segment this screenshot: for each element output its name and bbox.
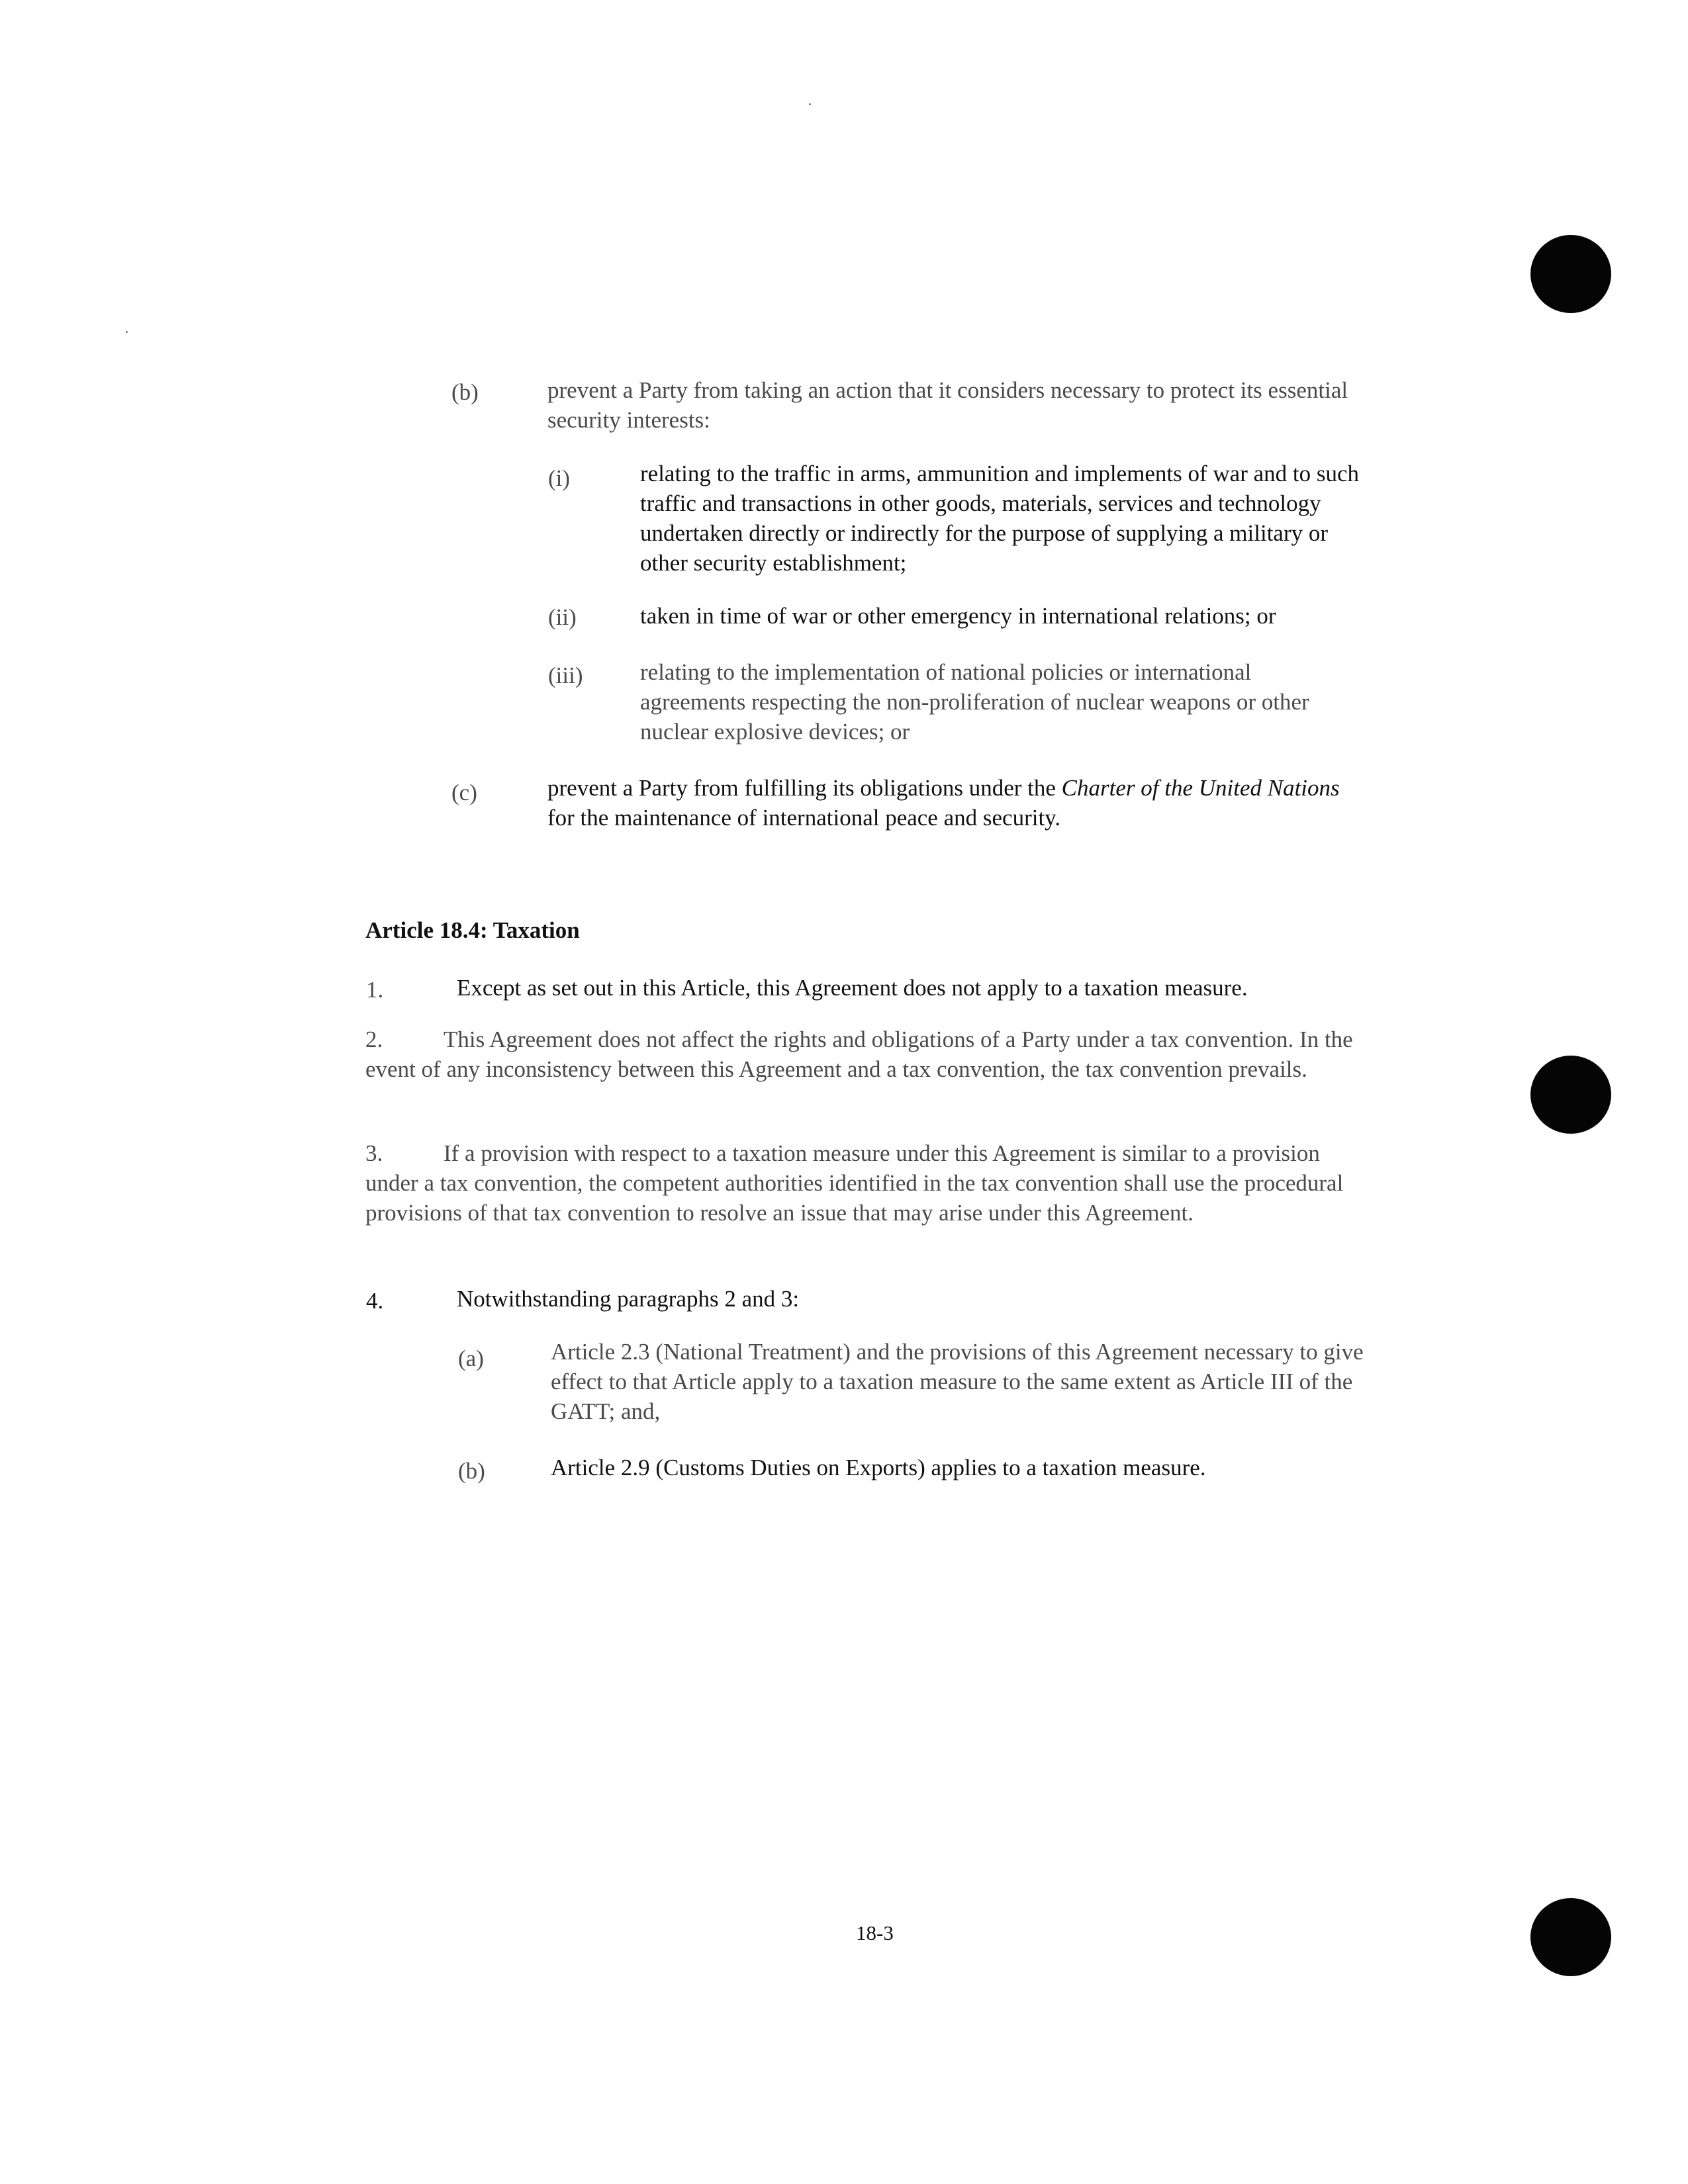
sec-c-text-start: prevent a Party from fulfilling its obligations under the [547, 775, 1062, 801]
punch-hole-middle [1530, 1056, 1611, 1134]
sec-b-ii-label: (ii) [548, 604, 577, 630]
punch-hole-top [1530, 235, 1611, 313]
para-3-number: 3. [365, 1140, 383, 1166]
para-1-number: 1. [366, 977, 384, 1003]
para-1-text: Except as set out in this Article, this Agreement does not apply to a taxation measure. [457, 975, 1248, 1001]
para-4-a-label: (a) [458, 1345, 484, 1371]
sec-b-label: (b) [451, 379, 479, 405]
sec-c-text [547, 773, 1362, 833]
sec-c-charter-title: Charter of the United Nations [1061, 775, 1340, 801]
para-2-text: This Agreement does not affect the rights and obligations of a Party under a tax convention. In the event of any inconsistency between this Agreement and a tax convention, the tax convention prevails. [365, 1026, 1353, 1082]
punch-hole-bottom [1530, 1898, 1611, 1976]
sec-b-text: prevent a Party from taking an action that it considers necessary to protect its essential security interests: [547, 377, 1348, 433]
scan-speck [809, 103, 811, 105]
sec-c-text-end: for the maintenance of international peace and security. [547, 805, 1061, 831]
para-4-number: 4. [366, 1288, 384, 1314]
para-3 [365, 1138, 1372, 1228]
sec-c-label: (c) [451, 780, 477, 805]
para-4-b-label: (b) [458, 1458, 485, 1484]
sec-b-i-label: (i) [548, 465, 571, 491]
para-4-b-text: Article 2.9 (Customs Duties on Exports) applies to a taxation measure. [551, 1455, 1206, 1480]
article-heading: Article 18.4: Taxation [365, 917, 580, 943]
para-4-text: Notwithstanding paragraphs 2 and 3: [457, 1286, 800, 1312]
para-2-number: 2. [365, 1026, 383, 1052]
para-2 [365, 1024, 1372, 1084]
sec-b-ii-text: taken in time of war or other emergency in international relations; or [640, 603, 1276, 629]
para-3-text: If a provision with respect to a taxation measure under this Agreement is similar to a provision under a tax convention, the competent authorities identified in the tax convention shall use the procedural provisions of that tax convention to resolve an issue that may arise under this Agreement. [365, 1140, 1344, 1226]
page-number: 18-3 [856, 1921, 894, 1944]
sec-b-iii-text: relating to the implementation of national policies or international agreements respecting the non-proliferation of nuclear weapons or other nuclear explosive devices; or [640, 659, 1309, 745]
sec-b-iii-label: (iii) [548, 662, 583, 688]
scan-speck [126, 331, 128, 333]
para-4-a-text: Article 2.3 (National Treatment) and the provisions of this Agreement necessary to give effect to that Article apply to a taxation measure to the same extent as Article III of the GATT; and, [551, 1339, 1364, 1424]
sec-b-i-text: relating to the traffic in arms, ammunition and implements of war and to such traffic and transactions in other goods, materials, services and technology undertaken directly or indirectly for the purpose of supplying a military or other security establishment; [640, 461, 1360, 576]
